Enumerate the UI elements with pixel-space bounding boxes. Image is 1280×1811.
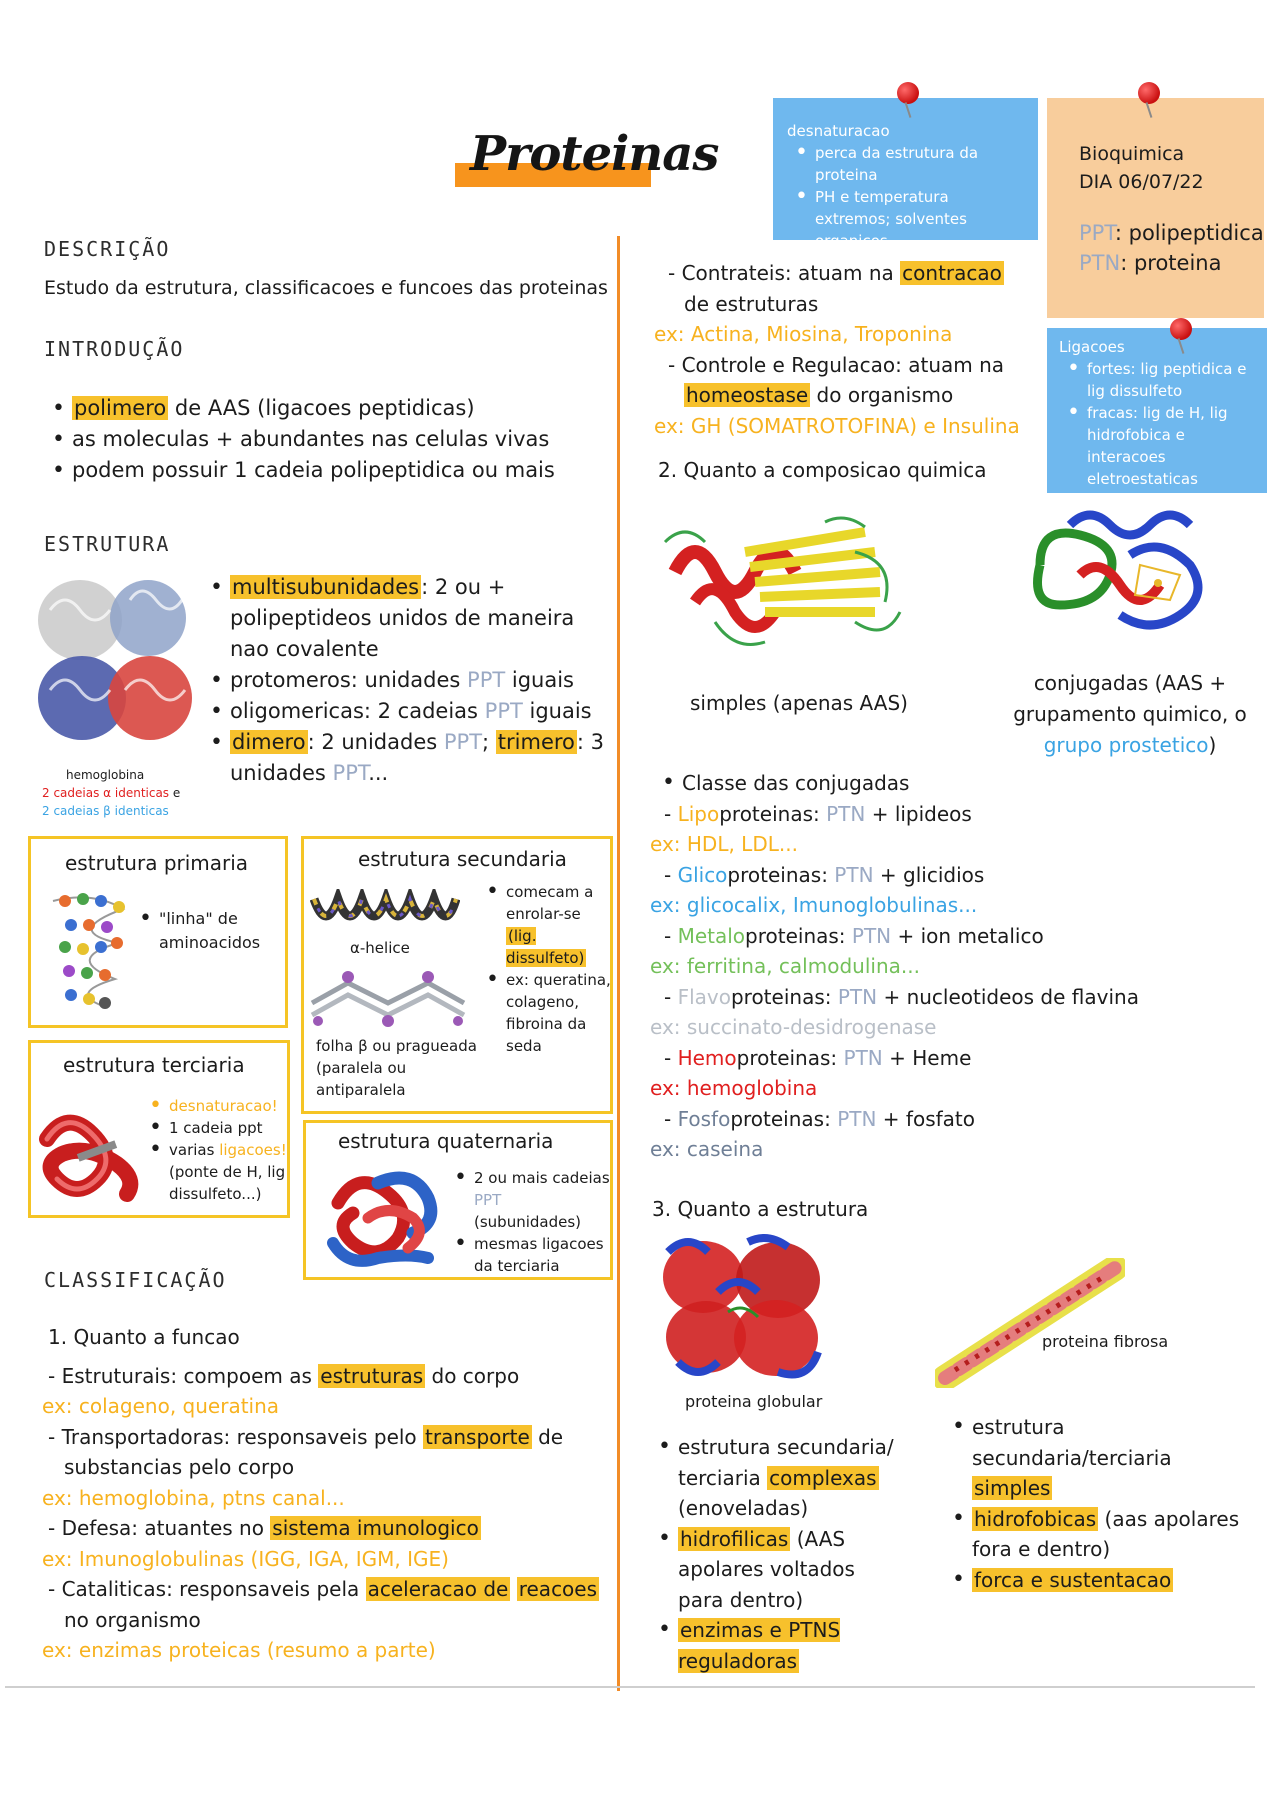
box-title: estrutura secundaria — [358, 847, 567, 871]
example-transportadoras: ex: hemoglobina, ptns canal... — [42, 1485, 345, 1510]
beta-sheet-image — [308, 963, 468, 1027]
pin-icon — [897, 82, 919, 104]
section-descricao: DESCRIÇÃO — [44, 237, 171, 261]
example-metaloproteinas: ex: ferritina, calmodulina... — [650, 954, 920, 978]
list-item: • estrutura secundaria/ terciaria complexas (enoveladas) — [656, 1432, 906, 1524]
section-introducao: INTRODUÇÃO — [44, 337, 185, 361]
list-item: • dimero: 2 unidades PPT; trimero: 3 unidades PPT... — [208, 727, 608, 789]
conjugated-protein-image — [1020, 505, 1220, 645]
note-header — [1047, 98, 1264, 318]
class-lipoproteinas: - Lipoproteinas: PTN + lipideos — [664, 801, 972, 826]
list-item: • desnaturacao! — [147, 1095, 287, 1117]
secundaria-list — [484, 881, 612, 1057]
example-glicoproteinas: ex: glicocalix, Imunoglobulinas... — [650, 893, 978, 917]
func-contrateis: - Contrateis: atuam na contracao de estruturas — [668, 261, 1002, 316]
box-estrutura-quaternaria — [303, 1120, 613, 1280]
example-controle: ex: GH (SOMATROTOFINA) e Insulina — [654, 413, 1020, 438]
note-desnaturacao-heading: desnaturacao — [787, 122, 890, 140]
bottom-rule — [5, 1686, 1255, 1688]
quaternaria-list — [452, 1167, 612, 1277]
list-item: • ex: queratina, colageno, fibroina da seda — [484, 969, 612, 1057]
box-title: estrutura terciaria — [63, 1053, 245, 1077]
example-flavoproteinas: ex: succinato-desidrogenase — [650, 1015, 937, 1039]
globular-protein-image — [658, 1232, 826, 1382]
conjugated-caption: conjugadas (AAS + grupamento quimico, o grupo prostetico) — [1013, 671, 1247, 757]
fibrous-list — [950, 1412, 1250, 1595]
box-estrutura-primaria — [28, 836, 288, 1028]
class-hemoproteinas: - Hemoproteinas: PTN + Heme — [664, 1045, 972, 1070]
example-lipoproteinas: ex: HDL, LDL... — [650, 832, 798, 856]
note-ligacoes-item: • fortes: lig peptidica e lig dissulfeto — [1065, 358, 1259, 402]
list-item: • podem possuir 1 cadeia polipeptidica ou mais — [50, 455, 610, 486]
class-flavoproteinas: - Flavoproteinas: PTN + nucleotideos de flavina — [664, 984, 1139, 1009]
func-controle: - Controle e Regulacao: atuam na homeostase do organismo — [668, 352, 1005, 407]
globular-caption: proteina globular — [685, 1392, 823, 1411]
box-title: estrutura primaria — [65, 851, 249, 875]
simple-protein-image — [655, 512, 905, 662]
note-ligacoes-item: • fracas: lig de H, lig hidrofobica e interacoes eletroestaticas — [1065, 402, 1259, 490]
note-ligacoes — [1047, 328, 1267, 493]
simple-caption: simples (apenas AAS) — [690, 691, 908, 715]
abbr-ppt: PPT: polipeptidica — [1079, 221, 1264, 245]
example-hemoproteinas: ex: hemoglobina — [650, 1076, 818, 1100]
list-item: • estrutura secundaria/terciaria simples — [950, 1412, 1250, 1504]
note-ligacoes-heading: Ligacoes — [1059, 338, 1125, 356]
column-divider — [617, 236, 620, 1691]
list-item: • "linha" de aminoacidos — [137, 907, 277, 955]
class-fosfoproteinas: - Fosfoproteinas: PTN + fosfato — [664, 1106, 975, 1131]
list-item: • as moleculas + abundantes nas celulas vivas — [50, 424, 610, 455]
class-glicoproteinas: - Glicoproteinas: PTN + glicidios — [664, 862, 985, 887]
list-item: • 1 cadeia ppt — [147, 1117, 287, 1139]
globular-list — [656, 1432, 906, 1676]
sheet-label: folha β ou pragueada (paralela ou antiparalela — [316, 1037, 477, 1099]
quaternary-structure-image — [318, 1163, 448, 1273]
pin-icon — [1170, 318, 1192, 340]
helix-label: α-helice — [350, 939, 410, 957]
note-desnaturacao — [773, 98, 1038, 250]
example-estruturais: ex: colageno, queratina — [42, 1394, 280, 1418]
list-item: • enzimas e PTNS reguladoras — [656, 1615, 906, 1676]
conjugated-classes — [650, 768, 1260, 1165]
list-item: • multisubunidades: 2 ou + polipeptideos unidos de maneira nao covalente — [208, 572, 608, 665]
func-defesa: - Defesa: atuantes no sistema imunologico — [48, 1516, 479, 1540]
primaria-list — [137, 907, 277, 955]
list-item: • 2 ou mais cadeias PPT (subunidades) — [452, 1167, 612, 1233]
example-defesa: ex: Imunoglobulinas (IGG, IGA, IGM, IGE) — [42, 1546, 449, 1571]
class-metaloproteinas: - Metaloproteinas: PTN + ion metalico — [664, 923, 1044, 948]
func-estruturais: - Estruturais: compoem as estruturas do corpo — [48, 1363, 520, 1388]
hemo-beta: 2 cadeias β identicas — [42, 804, 169, 818]
note-desnaturacao-item: • PH e temperatura extremos; solventes organicos... — [793, 186, 1026, 252]
list-item: • protomeros: unidades PPT iguais — [208, 665, 608, 696]
page-title: Proteinas — [470, 126, 719, 182]
list-item: • oligomericas: 2 cadeias PPT iguais — [208, 696, 608, 727]
list-item: • polimero de AAS (ligacoes peptidicas) — [50, 393, 610, 424]
abbr-ptn: PTN: proteina — [1079, 251, 1222, 275]
subject: Bioquimica — [1079, 143, 1185, 165]
func-cataliticas: - Cataliticas: responsaveis pela aceleracao de reacoes no organismo — [48, 1577, 598, 1632]
box-title: estrutura quaternaria — [338, 1129, 554, 1153]
example-fosfoproteinas: ex: caseina — [650, 1137, 764, 1161]
hemoglobin-image — [30, 570, 200, 765]
alpha-helix-image — [310, 889, 460, 935]
tertiary-structure-image — [37, 1109, 147, 1204]
classificacao-funcao — [42, 1322, 608, 1666]
section-estrutura: ESTRUTURA — [44, 532, 171, 556]
subsection-title: 2. Quanto a composicao quimica — [658, 458, 987, 482]
example-contrateis: ex: Actina, Miosina, Troponina — [654, 322, 953, 346]
list-item: • forca e sustentacao — [950, 1565, 1250, 1596]
subsection-title: 1. Quanto a funcao — [48, 1325, 240, 1349]
aminoacid-chain-image — [43, 891, 143, 1011]
terciaria-list — [147, 1095, 287, 1205]
example-cataliticas: ex: enzimas proteicas (resumo a parte) — [42, 1638, 436, 1662]
list-item: • varias ligacoes! (ponte de H, lig dissulfeto...) — [147, 1139, 287, 1205]
list-item: • hidrofilicas (AAS apolares voltados para dentro) — [656, 1524, 906, 1616]
list-item: • mesmas ligacoes da terciaria — [452, 1233, 612, 1277]
hemo-label: hemoglobina — [66, 768, 145, 782]
box-estrutura-secundaria — [301, 836, 613, 1114]
subsection-title: 3. Quanto a estrutura — [652, 1197, 869, 1221]
list-item: • hidrofobicas (aas apolares fora e dentro) — [950, 1504, 1250, 1565]
descricao-text: Estudo da estrutura, classificacoes e funcoes das proteinas — [44, 277, 608, 299]
date: DIA 06/07/22 — [1079, 171, 1204, 193]
section-classificacao: CLASSIFICAÇÃO — [44, 1268, 227, 1292]
fibrous-caption: proteina fibrosa — [1042, 1332, 1169, 1351]
list-item: • Classe das conjugadas — [660, 768, 1260, 799]
fibrous-protein-image — [935, 1258, 1125, 1388]
box-estrutura-terciaria — [28, 1040, 290, 1218]
estrutura-list — [208, 572, 608, 789]
note-desnaturacao-item: • perca da estrutura da proteina — [793, 142, 1026, 186]
func-transportadoras: - Transportadoras: responsaveis pelo transporte de substancias pelo corpo — [48, 1424, 564, 1479]
hemo-alpha: 2 cadeias α identicas e — [42, 786, 181, 800]
introducao-list — [50, 393, 610, 486]
pin-icon — [1138, 82, 1160, 104]
list-item: • comecam a enrolar-se (lig. dissulfeto) — [484, 881, 612, 969]
right-funcao-continued — [654, 258, 1034, 486]
